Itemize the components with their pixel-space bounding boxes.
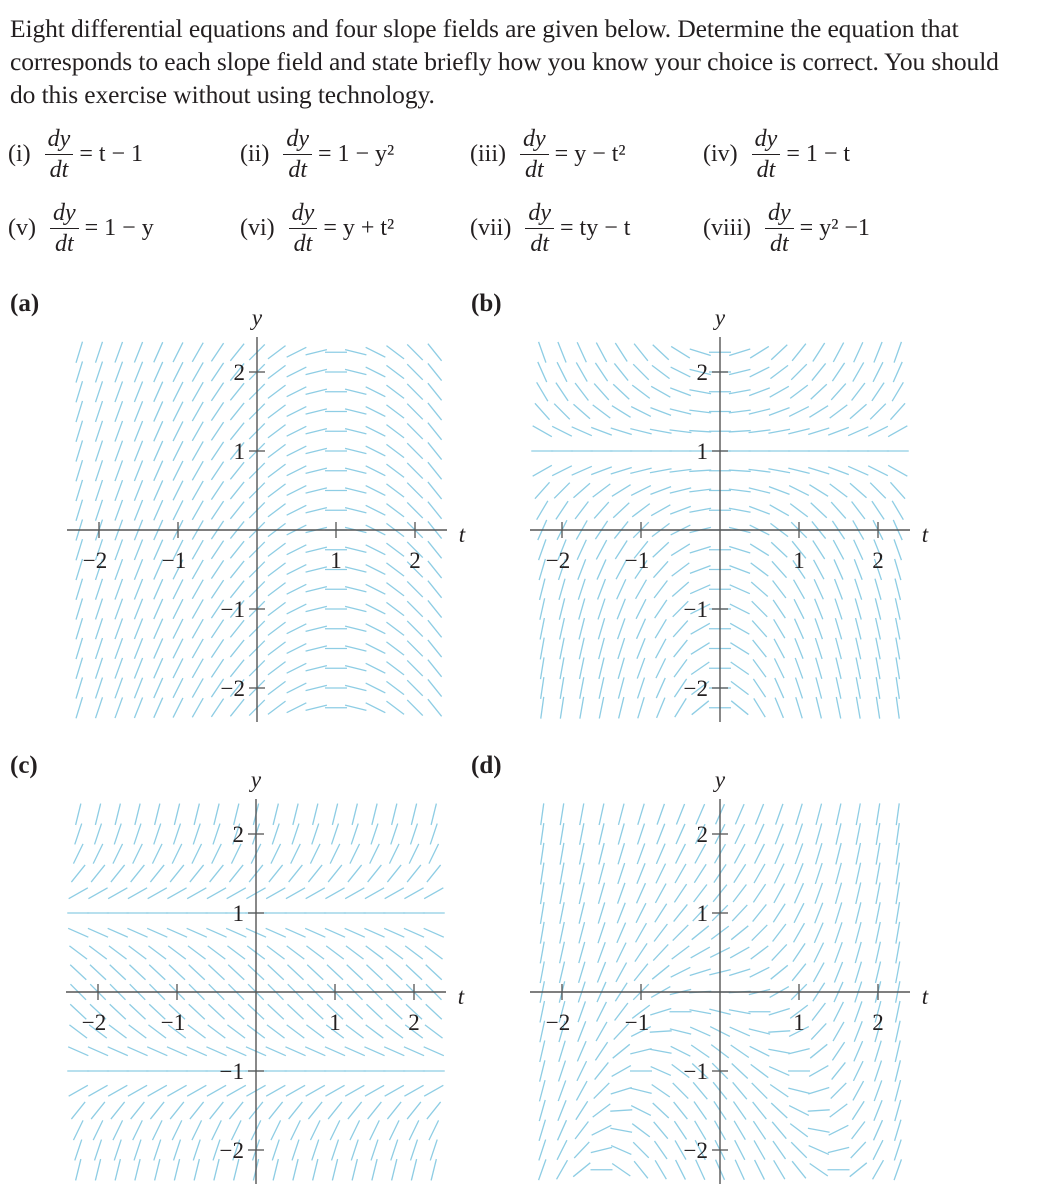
t-tick-label: 1 (793, 548, 805, 573)
y-tick-label: 2 (696, 360, 708, 385)
t-tick-label: 2 (408, 1010, 420, 1035)
t-tick-label: −2 (81, 1010, 107, 1035)
t-tick-label: 2 (872, 548, 884, 573)
equation-vii: (vii) $\frac{dy}{dt}$ = ty − t (470, 199, 631, 257)
equation-v: (v) $\frac{dy}{dt}$ = 1 − y (8, 199, 154, 257)
y-tick-label: −1 (683, 597, 708, 622)
y-tick-label: −1 (220, 597, 245, 622)
equation-viii: (viii) $\frac{dy}{dt}$ = y² −1 (703, 199, 870, 257)
y-axis-label: y (714, 767, 726, 792)
y-tick-label: −1 (219, 1059, 244, 1084)
slope-field-a (67, 305, 466, 722)
t-tick-label: −1 (160, 1010, 186, 1035)
equation-vi: (vi) $\frac{dy}{dt}$ = y + t² (240, 199, 395, 257)
slope-field-b (530, 305, 929, 722)
y-tick-label: 1 (232, 901, 244, 926)
y-tick-label: 1 (696, 901, 708, 926)
y-tick-label: −2 (219, 1138, 244, 1163)
y-tick-label: −2 (220, 676, 245, 701)
equation-ii: (ii) $\frac{dy}{dt}$ = 1 − y² (240, 125, 395, 183)
y-tick-label: −2 (683, 676, 708, 701)
t-tick-label: −2 (545, 1010, 571, 1035)
y-tick-label: 2 (696, 822, 708, 847)
t-tick-label: −1 (624, 1010, 650, 1035)
problem-statement: Eight differential equations and four slope fields are given below. Determine the equation that corresponds to each slope field and state briefly how you know your choice is correct. You should do this exercise without using technology. (10, 14, 999, 109)
slope-field-c (66, 767, 465, 1184)
t-tick-label: 1 (793, 1010, 805, 1035)
t-tick-label: 2 (872, 1010, 884, 1035)
y-tick-label: 1 (696, 439, 708, 464)
y-tick-label: −2 (683, 1138, 708, 1163)
panel-label-a: (a) (10, 290, 40, 317)
equation-iv: (iv) $\frac{dy}{dt}$ = 1 − t (703, 125, 851, 183)
t-tick-label: 1 (329, 1010, 341, 1035)
y-tick-label: 1 (233, 439, 245, 464)
y-tick-label: −1 (683, 1059, 708, 1084)
t-tick-label: −1 (624, 548, 650, 573)
t-axis-label: t (921, 522, 929, 547)
y-axis-label: y (714, 305, 726, 330)
y-axis-label: y (250, 767, 262, 792)
panel-label-c: (c) (10, 752, 38, 779)
panel-label-b: (b) (471, 290, 502, 317)
t-tick-label: −2 (545, 548, 571, 573)
t-tick-label: −1 (161, 548, 187, 573)
y-tick-label: 2 (233, 360, 245, 385)
t-axis-label: t (457, 984, 465, 1009)
t-tick-label: 1 (330, 548, 342, 573)
y-tick-label: 2 (232, 822, 244, 847)
t-axis-label: t (458, 522, 466, 547)
slope-field-d (530, 767, 929, 1184)
y-axis-label: y (251, 305, 263, 330)
panel-label-d: (d) (471, 752, 502, 779)
equation-iii: (iii) $\frac{dy}{dt}$ = y − t² (470, 125, 626, 183)
t-tick-label: −2 (82, 548, 108, 573)
equation-i: (i) $\frac{dy}{dt}$ = t − 1 (8, 125, 144, 183)
t-axis-label: t (921, 984, 929, 1009)
t-tick-label: 2 (409, 548, 421, 573)
